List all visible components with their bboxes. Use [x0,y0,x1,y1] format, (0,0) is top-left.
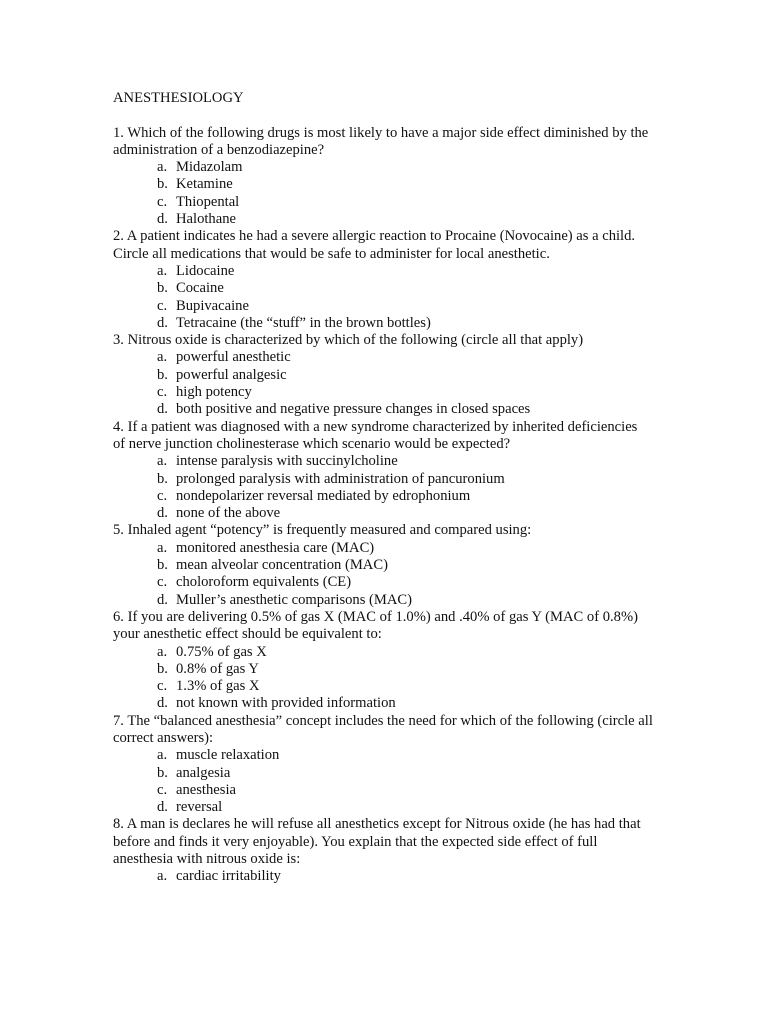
option-letter: d. [157,211,168,228]
answer-option [157,592,653,609]
answer-option [157,488,653,505]
option-letter: a. [157,643,168,660]
answer-option [157,782,653,799]
answer-option [157,661,653,678]
option-letter: d. [157,505,168,522]
answer-option [157,799,653,816]
question-text: 8. A man is declares he will refuse all anesthetics except for Nitrous oxide (he has had that before and finds it very enjoyable). You explain that the expected side effect of full anesthesia with nitrous oxide is: [113,816,641,868]
option-letter: a. [157,349,168,366]
answer-option [157,194,653,211]
option-letter: a. [157,453,168,470]
answer-option [157,574,653,591]
answer-option [157,367,653,384]
question-list [113,125,653,886]
answer-option [157,263,653,280]
answer-options [113,644,653,713]
answer-option [157,678,653,695]
answer-option [157,384,653,401]
option-text: analgesia [176,764,231,781]
option-text: not known with provided information [176,695,396,712]
option-text: intense paralysis with succinylcholine [176,453,398,470]
question-6 [113,609,653,713]
question-text: 4. If a patient was diagnosed with a new syndrome characterized by inherited deficiencies of nerve junction cholinesterase which scenario would be expected? [113,418,638,452]
question-text: 1. Which of the following drugs is most likely to have a major side effect diminished by the administration of a benzodiazepine? [113,124,649,158]
option-letter: b. [157,470,168,487]
answer-option [157,280,653,297]
answer-option [157,211,653,228]
answer-option [157,349,653,366]
question-text: 2. A patient indicates he had a severe allergic reaction to Procaine (Novocaine) as a child. Circle all medications that would be safe to administer for local anesthetic. [113,228,636,262]
option-letter: b. [157,557,168,574]
option-text: both positive and negative pressure changes in closed spaces [176,401,531,418]
option-letter: c. [157,193,168,210]
option-text: monitored anesthesia care (MAC) [176,539,375,556]
answer-option [157,471,653,488]
answer-option [157,176,653,193]
option-text: choloroform equivalents (CE) [176,574,352,591]
answer-option [157,765,653,782]
answer-options [113,159,653,228]
option-letter: d. [157,695,168,712]
option-letter: d. [157,401,168,418]
answer-option [157,315,653,332]
question-text: 6. If you are delivering 0.5% of gas X (MAC of 1.0%) and .40% of gas Y (MAC of 0.8%) your anesthetic effect should be equivalent to: [113,608,638,643]
answer-option [157,747,653,764]
question-5 [113,522,653,608]
option-text: prolonged paralysis with administration of pancuronium [176,470,505,487]
option-text: Tetracaine (the “stuff” in the brown bottles) [176,314,431,331]
option-text: reversal [176,799,223,816]
option-text: Thiopental [176,193,240,210]
option-text: Lidocaine [176,262,235,279]
option-letter: c. [157,781,168,798]
question-2 [113,228,653,332]
option-letter: b. [157,280,168,297]
question-text: 7. The “balanced anesthesia” concept includes the need for which of the following (circle all correct answers): [113,712,653,746]
question-3 [113,332,653,418]
answer-options [113,349,653,418]
answer-option [157,644,653,661]
answer-option [157,868,653,885]
answer-option [157,695,653,712]
option-letter: c. [157,678,168,695]
option-text: powerful anesthetic [176,349,291,366]
option-letter: c. [157,574,168,591]
option-text: cardiac irritability [176,868,281,885]
option-letter: b. [157,176,168,193]
answer-option [157,159,653,176]
option-text: 0.75% of gas X [176,643,267,660]
option-letter: d. [157,591,168,608]
question-text: 3. Nitrous oxide is characterized by which of the following (circle all that apply) [113,332,584,349]
answer-options [113,868,653,885]
option-letter: b. [157,366,168,383]
option-text: Ketamine [176,176,233,193]
option-text: mean alveolar concentration (MAC) [176,557,388,574]
option-letter: a. [157,262,168,279]
option-text: Bupivacaine [176,297,249,314]
option-letter: d. [157,799,168,816]
answer-option [157,298,653,315]
option-text: anesthesia [176,781,236,798]
question-text: 5. Inhaled agent “potency” is frequently measured and compared using: [113,522,532,539]
option-letter: b. [157,764,168,781]
option-text: powerful analgesic [176,366,287,383]
option-text: muscle relaxation [176,747,280,764]
option-letter: c. [157,297,168,314]
option-letter: a. [157,539,168,556]
option-text: Muller’s anesthetic comparisons (MAC) [176,591,413,608]
answer-option [157,540,653,557]
option-text: Halothane [176,211,236,228]
option-letter: a. [157,159,168,176]
answer-options [113,540,653,609]
answer-options [113,747,653,816]
option-text: Cocaine [176,280,224,297]
option-letter: b. [157,660,168,677]
answer-options [113,453,653,522]
answer-options [113,263,653,332]
question-1 [113,125,653,229]
option-letter: a. [157,868,168,885]
document-body [113,90,653,886]
option-letter: d. [157,314,168,331]
document-title: ANESTHESIOLOGY [113,90,244,106]
option-text: Midazolam [176,159,243,176]
option-text: none of the above [176,505,281,522]
question-4 [113,419,653,523]
answer-option [157,505,653,522]
answer-option [157,557,653,574]
answer-option [157,453,653,470]
question-8 [113,816,653,885]
option-letter: c. [157,487,168,504]
option-text: 0.8% of gas Y [176,660,259,677]
option-letter: c. [157,384,168,401]
option-text: 1.3% of gas X [176,678,260,695]
question-7 [113,713,653,817]
title-spacer [113,107,653,124]
option-text: high potency [176,384,252,401]
option-letter: a. [157,747,168,764]
answer-option [157,401,653,418]
option-text: nondepolarizer reversal mediated by edrophonium [176,487,471,504]
